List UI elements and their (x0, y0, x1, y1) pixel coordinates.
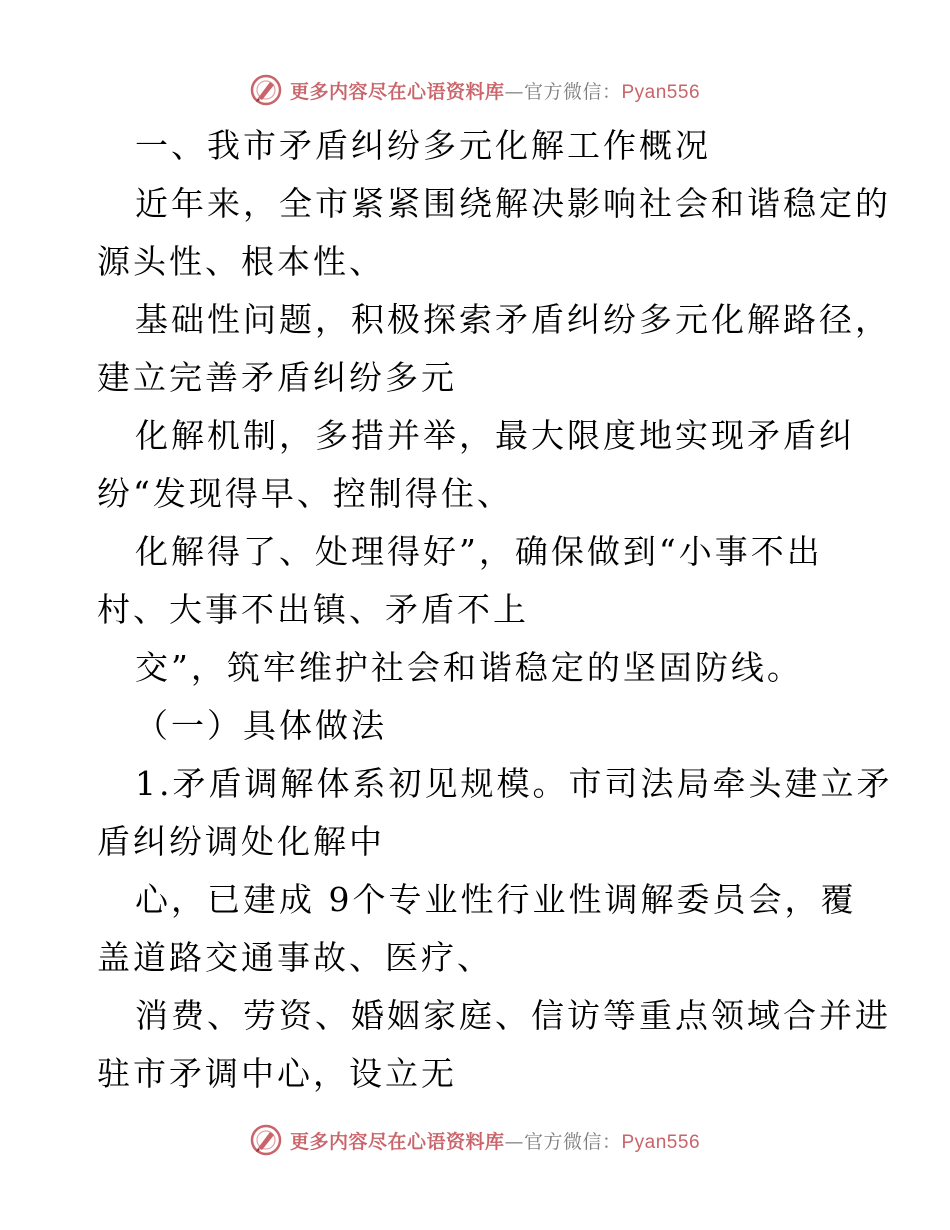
quill-pen-logo-icon (250, 1124, 282, 1156)
subsection-heading: （一）具体做法 (135, 706, 387, 745)
paragraph-line: 化解机制，多措并举，最大限度地实现矛盾纠 (135, 416, 855, 455)
paragraph-line: 村、大事不出镇、矛盾不上 (97, 590, 529, 629)
watermark-text (290, 1127, 700, 1154)
watermark-wechat-label: 官方微信： (523, 80, 622, 103)
watermark-wechat-label: 官方微信： (523, 1130, 622, 1153)
paragraph-line: 化解得了、处理得好”，确保做到“小事不出 (135, 532, 823, 571)
watermark-library-name: 更多内容尽在心语资料库 (289, 80, 505, 103)
header-watermark (0, 70, 950, 110)
watermark-wechat-id: Pyan556 (621, 1131, 701, 1153)
footer-watermark (0, 1120, 950, 1160)
watermark-wechat-id: Pyan556 (621, 81, 701, 103)
watermark-separator: — (504, 1130, 524, 1153)
paragraph-line: 源头性、根本性、 (97, 242, 385, 281)
paragraph-line: 基础性问题，积极探索矛盾纠纷多元化解路径， (135, 300, 891, 339)
paragraph-line: 心，已建成 9个专业性行业性调解委员会，覆 (135, 880, 857, 919)
watermark-library-name: 更多内容尽在心语资料库 (289, 1130, 505, 1153)
paragraph-line: 交”，筑牢维护社会和谐稳定的坚固防线。 (135, 648, 803, 687)
paragraph-line: 盾纠纷调处化解中 (97, 822, 385, 861)
section-heading: 一、我市矛盾纠纷多元化解工作概况 (135, 126, 711, 165)
paragraph-line: 近年来，全市紧紧围绕解决影响社会和谐稳定的 (135, 184, 891, 223)
quill-pen-logo-icon (250, 74, 282, 106)
watermark-text (290, 77, 700, 104)
watermark-separator: — (504, 80, 524, 103)
paragraph-line: 1.矛盾调解体系初见规模。市司法局牵头建立矛 (135, 764, 893, 803)
paragraph-line: 盖道路交通事故、医疗、 (97, 938, 493, 977)
paragraph-line: 消费、劳资、婚姻家庭、信访等重点领域合并进 (135, 996, 891, 1035)
paragraph-line: 建立完善矛盾纠纷多元 (97, 358, 457, 397)
paragraph-line: 纷“发现得早、控制得住、 (97, 474, 513, 513)
paragraph-line: 驻市矛调中心，设立无 (97, 1054, 457, 1093)
